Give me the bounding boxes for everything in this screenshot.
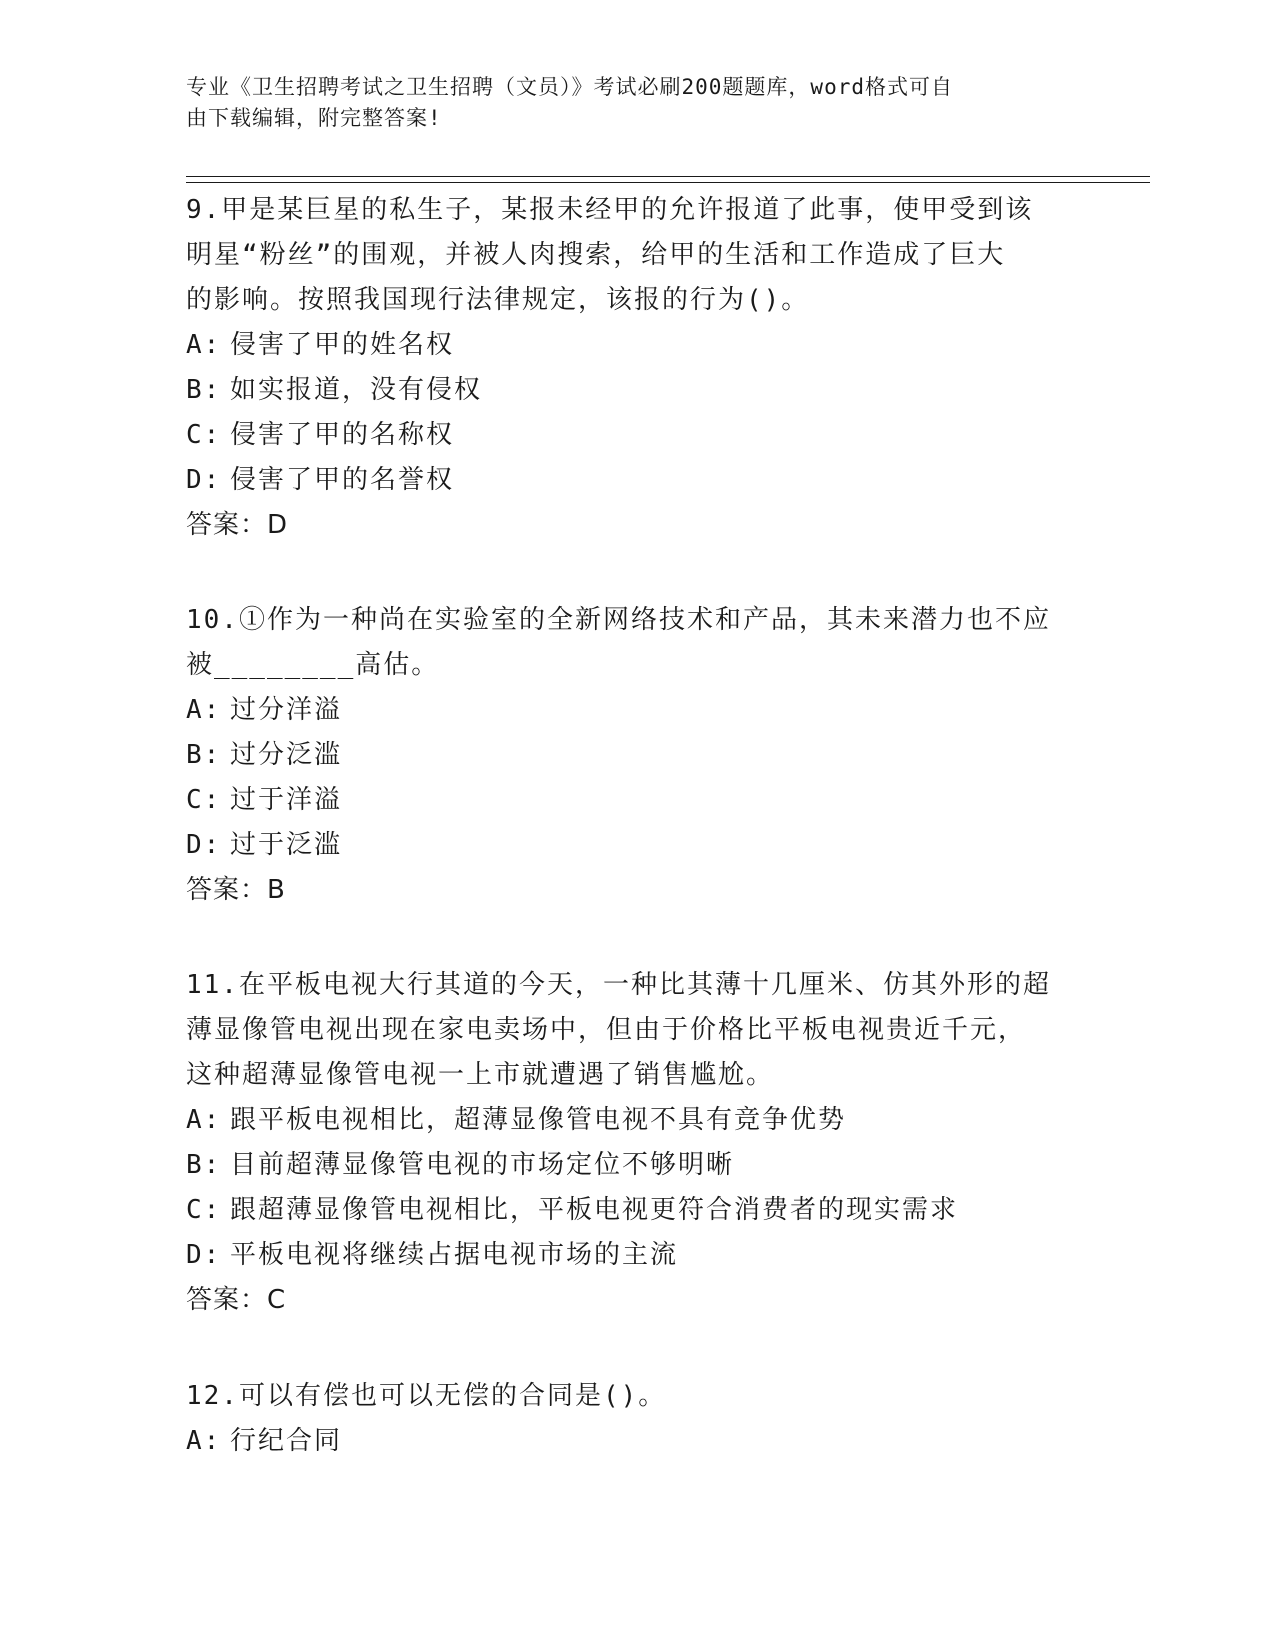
option-letter: C:: [186, 420, 222, 450]
question-stem-line: 9.甲是某巨星的私生子，某报未经甲的允许报道了此事，使甲受到该: [186, 195, 1034, 225]
option-text: 如实报道，没有侵权: [230, 375, 483, 405]
question-10: [186, 598, 1086, 913]
option-b: [186, 1143, 1086, 1188]
option-a: [186, 323, 1086, 368]
question-stem-line: 12.可以有偿也可以无偿的合同是()。: [186, 1381, 667, 1411]
option-letter: A:: [186, 330, 222, 360]
answer-line: 答案：C: [186, 1285, 287, 1315]
option-c: [186, 1188, 1086, 1233]
question-12: [186, 1374, 1086, 1464]
option-a: [186, 688, 1086, 733]
option-d: [186, 1233, 1086, 1278]
option-letter: A:: [186, 1426, 222, 1456]
question-11: [186, 963, 1086, 1323]
option-letter: D:: [186, 1240, 222, 1270]
option-d: [186, 823, 1086, 868]
question-stem-line: 被________高估。: [186, 650, 440, 680]
option-text: 侵害了甲的姓名权: [230, 330, 455, 360]
option-b: [186, 733, 1086, 778]
option-letter: B:: [186, 740, 222, 770]
answer-line: 答案：B: [186, 875, 286, 905]
option-a: [186, 1098, 1086, 1143]
option-text: 平板电视将继续占据电视市场的主流: [230, 1240, 679, 1270]
question-stem-line: 11.在平板电视大行其道的今天，一种比其薄十几厘米、仿其外形的超: [186, 970, 1051, 1000]
option-text: 过于洋溢: [230, 785, 343, 815]
option-text: 目前超薄显像管电视的市场定位不够明晰: [230, 1150, 735, 1180]
option-letter: A:: [186, 695, 222, 725]
question-stem-line: 这种超薄显像管电视一上市就遭遇了销售尴尬。: [186, 1060, 775, 1090]
option-text: 过分洋溢: [230, 695, 343, 725]
question-stem-line: 明星“粉丝”的围观，并被人肉搜索，给甲的生活和工作造成了巨大: [186, 240, 1006, 270]
option-letter: D:: [186, 465, 222, 495]
option-letter: D:: [186, 830, 222, 860]
option-d: [186, 458, 1086, 503]
option-c: [186, 413, 1086, 458]
option-text: 跟平板电视相比，超薄显像管电视不具有竞争优势: [230, 1105, 847, 1135]
option-text: 侵害了甲的名称权: [230, 420, 455, 450]
option-letter: B:: [186, 1150, 222, 1180]
question-stem-line: 薄显像管电视出现在家电卖场中，但由于价格比平板电视贵近千元，: [186, 1015, 1027, 1045]
header-divider-top: [186, 176, 1150, 177]
option-b: [186, 368, 1086, 413]
document-header: [186, 72, 1066, 134]
option-letter: C:: [186, 1195, 222, 1225]
header-line-1: 专业《卫生招聘考试之卫生招聘（文员）》考试必刷200题题库，word格式可自: [186, 75, 953, 99]
option-text: 跟超薄显像管电视相比，平板电视更符合消费者的现实需求: [230, 1195, 959, 1225]
option-a: [186, 1419, 1086, 1464]
question-9: [186, 188, 1086, 548]
question-stem-line: 的影响。按照我国现行法律规定，该报的行为()。: [186, 285, 810, 315]
option-c: [186, 778, 1086, 823]
option-letter: B:: [186, 375, 222, 405]
header-line-2: 由下载编辑，附完整答案!: [186, 106, 442, 130]
answer-line: 答案：D: [186, 510, 289, 540]
option-text: 侵害了甲的名誉权: [230, 465, 455, 495]
option-text: 过分泛滥: [230, 740, 343, 770]
option-text: 过于泛滥: [230, 830, 343, 860]
option-letter: A:: [186, 1105, 222, 1135]
option-letter: C:: [186, 785, 222, 815]
option-text: 行纪合同: [230, 1426, 343, 1456]
header-divider-bottom: [186, 182, 1150, 183]
question-stem-line: 10.①作为一种尚在实验室的全新网络技术和产品，其未来潜力也不应: [186, 605, 1051, 635]
